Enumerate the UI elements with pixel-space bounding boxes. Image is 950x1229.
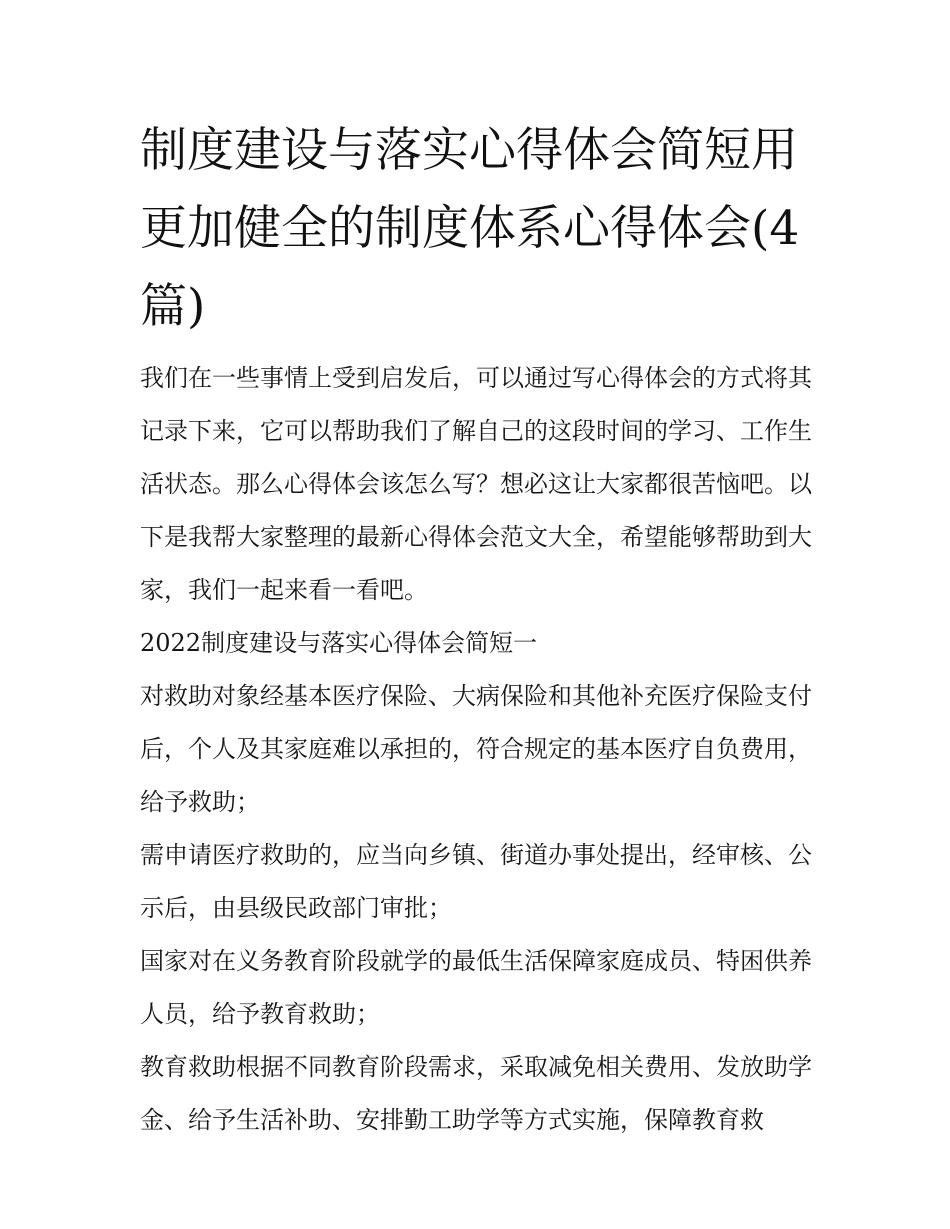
document-title: 制度建设与落实心得体会简短用更加健全的制度体系心得体会(4篇) [140,123,800,334]
body-paragraph: 对救助对象经基本医疗保险、大病保险和其他补充医疗保险支付后，个人及其家庭难以承担的，符合规定的基本医疗自负费用，给予救助； [140,682,812,816]
body-paragraph: 教育救助根据不同教育阶段需求，采取减免相关费用、发放助学金、给予生活补助、安排勤工助学等方式实施，保障教育救 [140,1053,812,1134]
section-heading: 2022制度建设与落实心得体会简短一 [140,629,538,657]
body-paragraph: 国家对在义务教育阶段就学的最低生活保障家庭成员、特困供养人员，给予教育救助； [140,947,812,1028]
intro-paragraph: 我们在一些事情上受到启发后，可以通过写心得体会的方式将其记录下来，它可以帮助我们了解自己的这段时间的学习、工作生活状态。那么心得体会该怎么写？想必这让大家都很苦恼吧。以下是我帮大家整理的最新心得体会范文大全，希望能够帮助到大家，我们一起来看一看吧。 [140,364,812,604]
body-paragraph: 需申请医疗救助的，应当向乡镇、街道办事处提出，经审核、公示后，由县级民政部门审批； [140,841,812,922]
document-body [140,352,812,1147]
